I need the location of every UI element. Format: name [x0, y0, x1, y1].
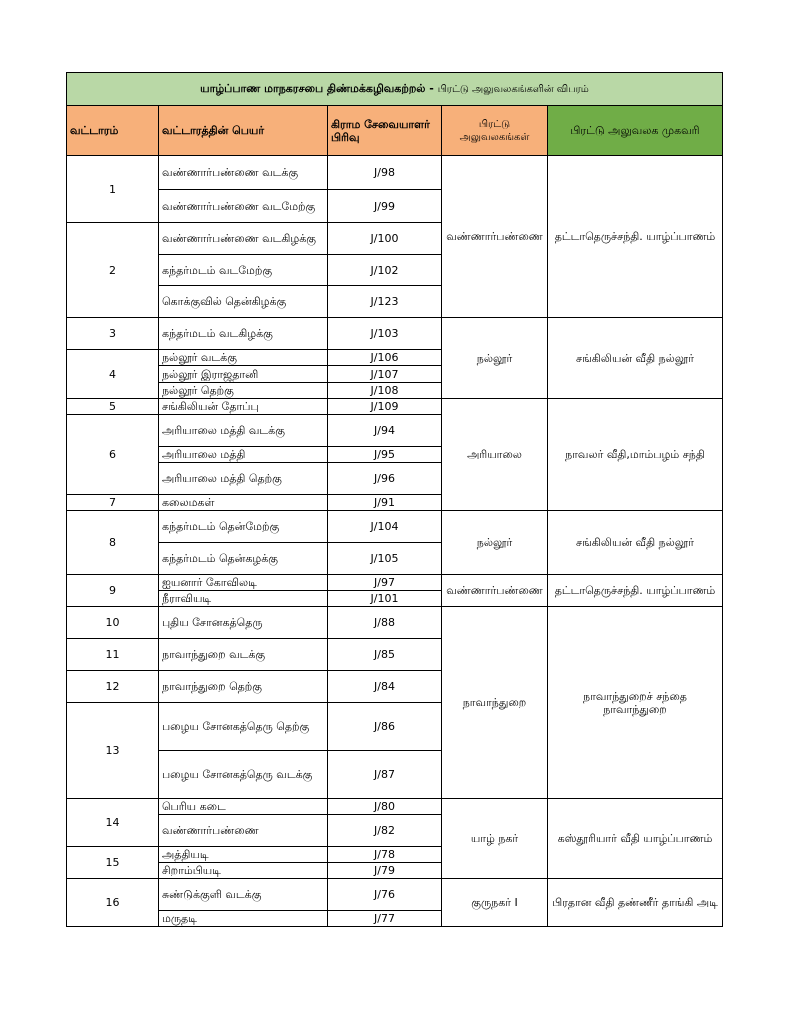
ward-name: நல்லூர் தெற்கு [159, 383, 328, 399]
gn-division: J/104 [328, 511, 442, 543]
office-name: அரியாலை [442, 399, 548, 511]
ward-name: வண்ணார்பண்ணை வடகிழக்கு [159, 223, 328, 255]
header-office: பிரட்டு அலுவலகங்கள் [442, 106, 548, 156]
ward-name: அத்தியடி [159, 847, 328, 863]
ward-name: பழைய சோனகத்தெரு தெற்கு [159, 703, 328, 751]
ward-number: 4 [67, 350, 159, 399]
header-gn-division: கிராம சேவையாளர் பிரிவு [328, 106, 442, 156]
ward-number: 7 [67, 495, 159, 511]
ward-number: 12 [67, 671, 159, 703]
gn-division: J/85 [328, 639, 442, 671]
table-row [67, 318, 723, 350]
gn-division: J/76 [328, 879, 442, 911]
office-address: நாவாந்துறைச் சந்தை நாவாந்துறை [548, 607, 723, 799]
ward-name: அரியாலை மத்தி வடக்கு [159, 415, 328, 447]
gn-division: J/105 [328, 543, 442, 575]
ward-name: நல்லூர் வடக்கு [159, 350, 328, 366]
ward-name: மருதடி [159, 911, 328, 927]
ward-name: பழைய சோனகத்தெரு வடக்கு [159, 751, 328, 799]
gn-division: J/106 [328, 350, 442, 366]
gn-division: J/101 [328, 591, 442, 607]
gn-division: J/102 [328, 255, 442, 286]
ward-number: 1 [67, 156, 159, 223]
ward-number: 14 [67, 799, 159, 847]
ward-name: நாவாந்துறை தெற்கு [159, 671, 328, 703]
table-row [67, 399, 723, 415]
ward-number: 10 [67, 607, 159, 639]
office-address: சங்கிலியன் வீதி நல்லூர் [548, 318, 723, 399]
gn-division: J/100 [328, 223, 442, 255]
gn-division: J/99 [328, 190, 442, 223]
office-address: கஸ்தூரியார் வீதி யாழ்ப்பாணம் [548, 799, 723, 879]
ward-number: 16 [67, 879, 159, 927]
ward-name: அரியாலை மத்தி தெற்கு [159, 463, 328, 495]
ward-office-table [66, 72, 723, 927]
ward-number: 2 [67, 223, 159, 318]
ward-name: நல்லூர் இராஜதானி [159, 366, 328, 383]
gn-division: J/91 [328, 495, 442, 511]
office-address: தட்டாதெருச்சந்தி. யாழ்ப்பாணம் [548, 156, 723, 318]
office-name: குருநகர் I [442, 879, 548, 927]
office-name: யாழ் நகர் [442, 799, 548, 879]
ward-name: ஐயனார் கோவிலடி [159, 575, 328, 591]
table-row [67, 156, 723, 190]
ward-name: சுண்டுக்குளி வடக்கு [159, 879, 328, 911]
table-row [67, 879, 723, 911]
gn-division: J/98 [328, 156, 442, 190]
gn-division: J/80 [328, 799, 442, 815]
ward-name: சிறாம்பியடி [159, 863, 328, 879]
ward-name: கந்தர்மடம் தென்மேற்கு [159, 511, 328, 543]
title-main: யாழ்ப்பாண மாநகரசபை திண்மக்கழிவகற்றல் - [200, 82, 434, 95]
gn-division: J/123 [328, 286, 442, 318]
ward-name: கந்தர்மடம் வடகிழக்கு [159, 318, 328, 350]
gn-division: J/88 [328, 607, 442, 639]
ward-name: கொக்குவில் தென்கிழக்கு [159, 286, 328, 318]
office-name: வண்ணார்பண்ணை [442, 156, 548, 318]
gn-division: J/96 [328, 463, 442, 495]
ward-name: கந்தர்மடம் தென்கழக்கு [159, 543, 328, 575]
ward-number: 11 [67, 639, 159, 671]
ward-name: வண்ணார்பண்ணை வடமேற்கு [159, 190, 328, 223]
ward-name: வண்ணார்பண்ணை [159, 815, 328, 847]
ward-number: 9 [67, 575, 159, 607]
office-address: தட்டாதெருச்சந்தி. யாழ்ப்பாணம் [548, 575, 723, 607]
gn-division: J/79 [328, 863, 442, 879]
gn-division: J/107 [328, 366, 442, 383]
ward-name: நீராவியடி [159, 591, 328, 607]
ward-number: 3 [67, 318, 159, 350]
ward-name: வண்ணார்பண்ணை வடக்கு [159, 156, 328, 190]
table-row [67, 511, 723, 543]
ward-number: 13 [67, 703, 159, 799]
gn-division: J/94 [328, 415, 442, 447]
ward-name: நாவாந்துறை வடக்கு [159, 639, 328, 671]
gn-division: J/97 [328, 575, 442, 591]
office-name: வண்ணார்பண்ணை [442, 575, 548, 607]
office-address: பிரதான வீதி தண்ணீர் தாங்கி அடி [548, 879, 723, 927]
title-sub: பிரட்டு அலுவலகங்களின் விபரம் [437, 84, 589, 95]
ward-name: சங்கிலியன் தோப்பு [159, 399, 328, 415]
table-row [67, 607, 723, 639]
gn-division: J/108 [328, 383, 442, 399]
ward-name: அரியாலை மத்தி [159, 447, 328, 463]
ward-name: பெரிய கடை [159, 799, 328, 815]
office-name: நல்லூர் [442, 511, 548, 575]
ward-name: கந்தர்மடம் வடமேற்கு [159, 255, 328, 286]
gn-division: J/86 [328, 703, 442, 751]
header-office-address: பிரட்டு அலுவலக முகவரி [548, 106, 723, 156]
gn-division: J/84 [328, 671, 442, 703]
office-address: நாவலர் வீதி,மாம்பழம் சந்தி [548, 399, 723, 511]
gn-division: J/95 [328, 447, 442, 463]
gn-division: J/103 [328, 318, 442, 350]
gn-division: J/77 [328, 911, 442, 927]
gn-division: J/109 [328, 399, 442, 415]
office-address: சங்கிலியன் வீதி நல்லூர் [548, 511, 723, 575]
header-ward: வட்டாரம் [67, 106, 159, 156]
header-ward-name: வட்டாரத்தின் பெயர் [159, 106, 328, 156]
gn-division: J/82 [328, 815, 442, 847]
ward-name: கலைமகள் [159, 495, 328, 511]
ward-number: 6 [67, 415, 159, 495]
ward-number: 5 [67, 399, 159, 415]
table-row [67, 575, 723, 591]
gn-division: J/87 [328, 751, 442, 799]
gn-division: J/78 [328, 847, 442, 863]
office-name: நாவாந்துறை [442, 607, 548, 799]
office-name: நல்லூர் [442, 318, 548, 399]
ward-number: 8 [67, 511, 159, 575]
table-row [67, 799, 723, 815]
ward-name: புதிய சோனகத்தெரு [159, 607, 328, 639]
table-title [67, 73, 723, 106]
ward-number: 15 [67, 847, 159, 879]
